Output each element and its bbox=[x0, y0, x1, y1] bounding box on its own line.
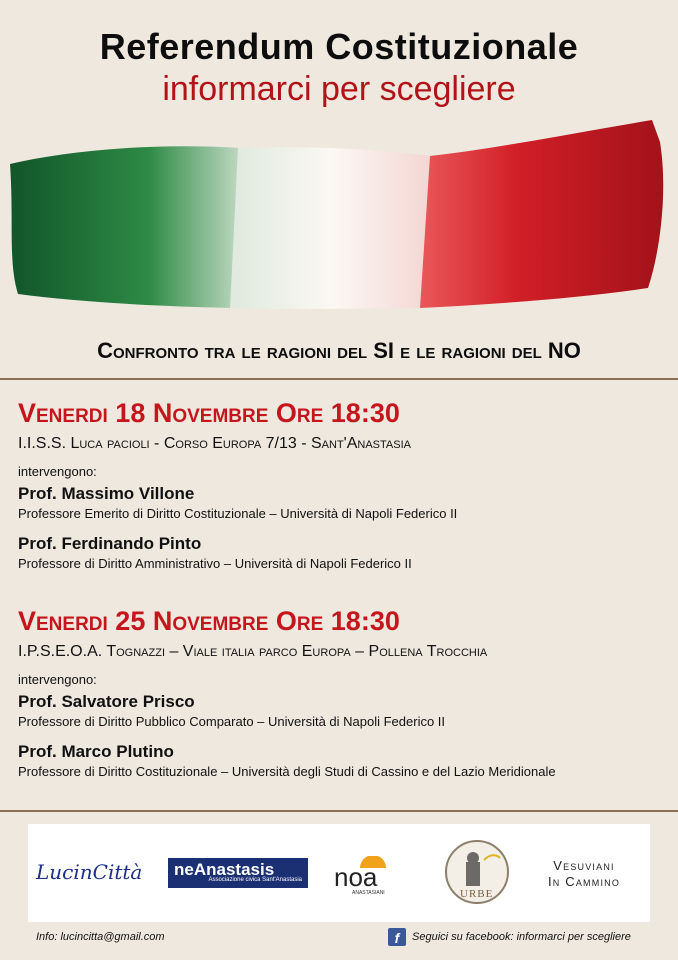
divider-bottom bbox=[0, 810, 678, 812]
urbe-logo bbox=[444, 836, 510, 912]
speaker-role: Professore di Diritto Pubblico Comparato – Università di Napoli Federico II bbox=[18, 714, 446, 729]
event-place: I.P.S.E.O.A. Tognazzi – Viale italia parco Europa – Pollena Trocchia bbox=[18, 643, 488, 660]
speaker-role: Professore Emerito di Diritto Costituzionale – Università di Napoli Federico II bbox=[18, 506, 458, 521]
vesuviani-logo-line1: Vesuviani bbox=[553, 858, 615, 873]
comparison-heading: Confronto tra le ragioni del SI e le ragioni del NO bbox=[97, 338, 581, 363]
speaker-role: Professore di Diritto Amministrativo – Università di Napoli Federico II bbox=[18, 556, 412, 571]
speaker-role: Professore di Diritto Costituzionale – Università degli Studi di Cassino e del Lazio Meridionale bbox=[18, 764, 556, 779]
speaker-name: Prof. Massimo Villone bbox=[18, 484, 195, 503]
flag-white-band bbox=[230, 147, 432, 309]
page-subtitle: informarci per scegliere bbox=[162, 70, 516, 108]
noa-logo-text: noa bbox=[334, 862, 378, 892]
neanastasis-logo-subtext: Associazione civica Sant'Anastasia bbox=[208, 877, 302, 883]
neanastasis-logo bbox=[168, 858, 308, 888]
facebook-icon: f bbox=[388, 928, 406, 946]
event-2 bbox=[18, 604, 668, 781]
flag-red-band bbox=[420, 120, 663, 308]
speakers-label: intervengono: bbox=[18, 672, 97, 687]
footer-facebook-text: Seguici su facebook: informarci per scegliere bbox=[412, 931, 631, 943]
sponsor-logos-panel bbox=[28, 824, 650, 922]
event-1 bbox=[18, 396, 668, 573]
footer-info-email: Info: lucincitta@gmail.com bbox=[36, 931, 165, 943]
speaker-name: Prof. Salvatore Prisco bbox=[18, 692, 195, 711]
event-date: Venerdi 18 Novembre Ore 18:30 bbox=[18, 398, 400, 428]
speaker-name: Prof. Ferdinando Pinto bbox=[18, 534, 202, 553]
vesuviani-logo bbox=[528, 858, 640, 890]
speaker-name: Prof. Marco Plutino bbox=[18, 742, 174, 761]
italian-flag-image bbox=[0, 112, 678, 322]
urbe-emblem-icon bbox=[444, 836, 510, 912]
vesuviani-logo-line2: In Cammino bbox=[547, 874, 621, 889]
speakers-label: intervengono: bbox=[18, 464, 97, 479]
lucincitta-logo: LucinCittà bbox=[36, 860, 143, 884]
noa-logo bbox=[334, 856, 418, 896]
divider-top bbox=[0, 378, 678, 380]
noa-logo-subtext: ANASTASIANI bbox=[352, 890, 385, 896]
event-date: Venerdi 25 Novembre Ore 18:30 bbox=[18, 606, 400, 636]
page-title: Referendum Costituzionale bbox=[99, 26, 579, 67]
footer-facebook bbox=[388, 928, 631, 946]
neanastasis-logo-text: neAnastasis bbox=[174, 860, 275, 879]
urbe-logo-text: URBE bbox=[460, 888, 494, 900]
event-place: I.I.S.S. Luca pacioli - Corso Europa 7/13 - Sant'Anastasia bbox=[18, 435, 411, 452]
flag-green-band bbox=[10, 146, 240, 308]
